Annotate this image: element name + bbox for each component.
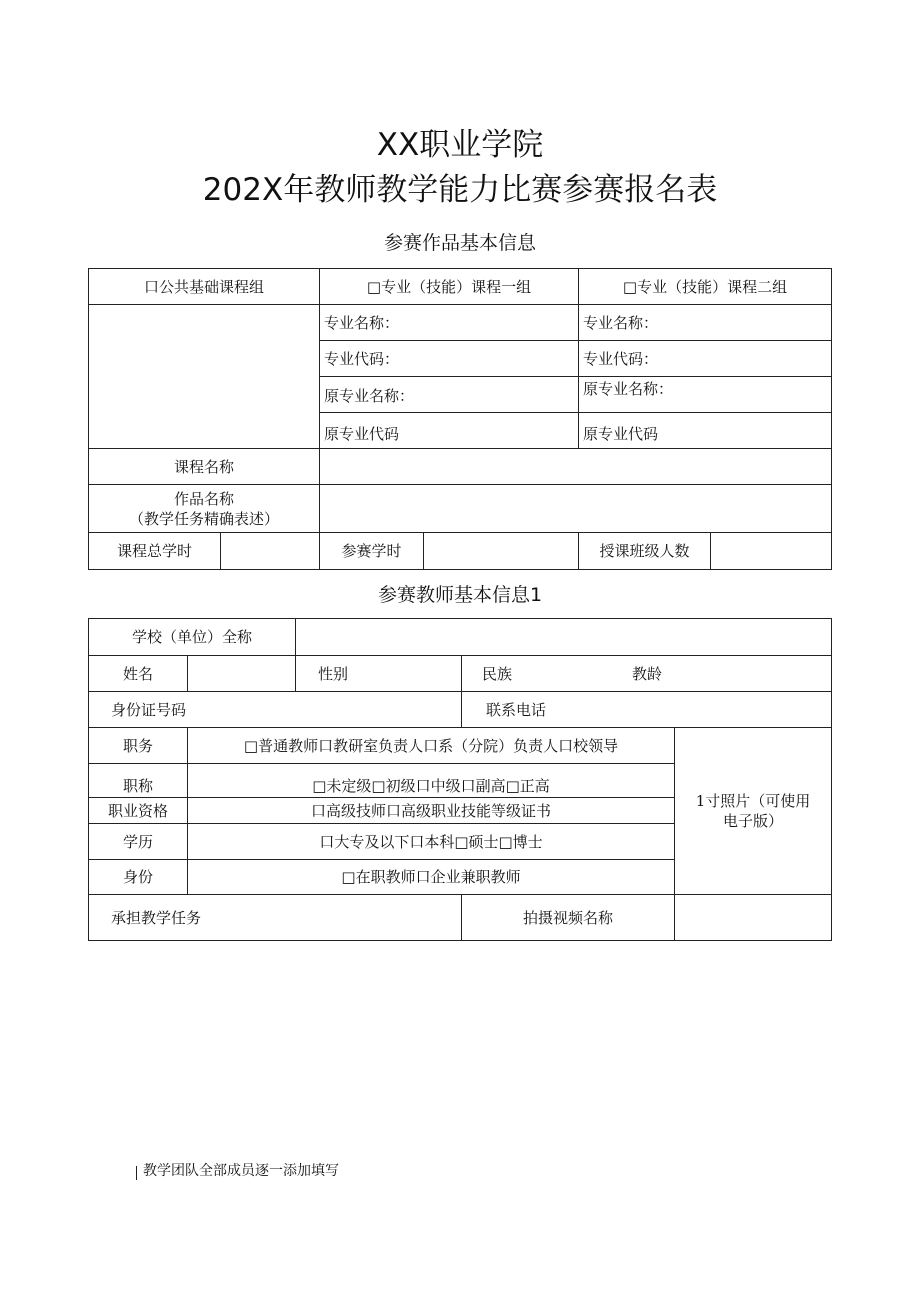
name-field[interactable] — [187, 655, 296, 692]
gender-label: 性别 — [318, 664, 349, 683]
video-field[interactable] — [674, 894, 832, 941]
page-title-line2: 202X年教师教学能力比赛参赛报名表 — [202, 172, 718, 208]
class-size-label: 授课班级人数 — [578, 532, 711, 570]
g1-major-code-label: 专业代码： — [324, 349, 400, 368]
photo-label-line2: 电子版） — [722, 812, 783, 830]
task-label: 承担教学任务 — [111, 908, 202, 927]
id-label: 身份证号码 — [111, 700, 187, 719]
education-options[interactable]: 口大专及以下口本科□硕士□博士 — [187, 823, 675, 860]
work-name-field[interactable] — [319, 484, 832, 533]
identity-options[interactable]: □在职教师口企业兼职教师 — [187, 859, 675, 895]
school-field[interactable] — [295, 618, 832, 656]
work-name-label-cell — [88, 484, 320, 533]
group-blank-cell — [88, 304, 320, 449]
course-name-field[interactable] — [319, 448, 832, 485]
education-label: 学历 — [88, 823, 188, 860]
g2-orig-major-code-label: 原专业代码 — [583, 425, 659, 443]
photo-label-line1: 1寸照片（可使用 — [695, 792, 811, 810]
page-title-line1: XX职业学院 — [376, 127, 544, 163]
video-label: 拍摄视频名称 — [461, 894, 675, 941]
footnote: 教学团队全部成员逐一添加填写 — [143, 1163, 339, 1179]
name-label: 姓名 — [88, 655, 188, 692]
total-hours-label: 课程总学时 — [88, 532, 221, 570]
identity-label: 身份 — [88, 859, 188, 895]
photo-box[interactable] — [674, 727, 832, 895]
teaching-age-label: 教龄 — [632, 665, 663, 683]
work-name-label: 作品名称 — [173, 489, 234, 508]
g2-orig-major-name-label: 原专业名称： — [583, 380, 674, 398]
course-name-label: 课程名称 — [88, 448, 320, 485]
g2-major-code-label: 专业代码： — [583, 349, 659, 368]
ethnicity-label: 民族 — [482, 664, 513, 683]
g1-orig-major-code[interactable] — [319, 412, 579, 449]
g2-major-name-label: 专业名称： — [583, 313, 659, 332]
position-options[interactable]: □普通教师口教研室负责人口系（分院）负责人口校领导 — [187, 727, 675, 764]
g1-major-code[interactable] — [319, 340, 579, 377]
footnote-marker — [136, 1166, 137, 1180]
g1-orig-major-code-label: 原专业代码 — [324, 425, 400, 443]
work-name-sublabel: （教学任务精确表述） — [128, 509, 279, 528]
phone-label: 联系电话 — [486, 700, 547, 719]
task-cell[interactable] — [88, 894, 462, 941]
g1-major-name-label: 专业名称： — [324, 313, 400, 332]
school-label: 学校（单位）全称 — [88, 618, 296, 656]
g1-major-name[interactable] — [319, 304, 579, 341]
g1-orig-major-name-label: 原专业名称： — [324, 386, 415, 405]
phone-cell[interactable] — [461, 691, 832, 728]
group-professional-1[interactable]: □专业（技能）课程一组 — [319, 268, 579, 305]
g2-major-code[interactable] — [578, 340, 832, 377]
contest-hours-label: 参赛学时 — [319, 532, 424, 570]
g2-orig-major-name[interactable] — [578, 376, 832, 413]
title-options[interactable]: □未定级□初级口中级口副高□正高 — [187, 763, 675, 798]
title-label: 职称 — [88, 763, 188, 798]
section-title-work: 参赛作品基本信息 — [383, 232, 536, 254]
id-cell[interactable] — [88, 691, 462, 728]
position-label: 职务 — [88, 727, 188, 764]
qualification-label: 职业资格 — [88, 797, 188, 824]
class-size-field[interactable] — [710, 532, 832, 570]
g2-major-name[interactable] — [578, 304, 832, 341]
qualification-options[interactable]: 口高级技师口高级职业技能等级证书 — [187, 797, 675, 824]
section-title-teacher: 参赛教师基本信息1 — [377, 584, 543, 606]
contest-hours-field[interactable] — [423, 532, 579, 570]
g1-orig-major-name[interactable] — [319, 376, 579, 413]
group-professional-2[interactable]: □专业（技能）课程二组 — [578, 268, 832, 305]
group-public-basic[interactable]: 口公共基础课程组 — [88, 268, 320, 305]
total-hours-field[interactable] — [220, 532, 320, 570]
gender-cell[interactable] — [295, 655, 462, 692]
g2-orig-major-code[interactable] — [578, 412, 832, 449]
